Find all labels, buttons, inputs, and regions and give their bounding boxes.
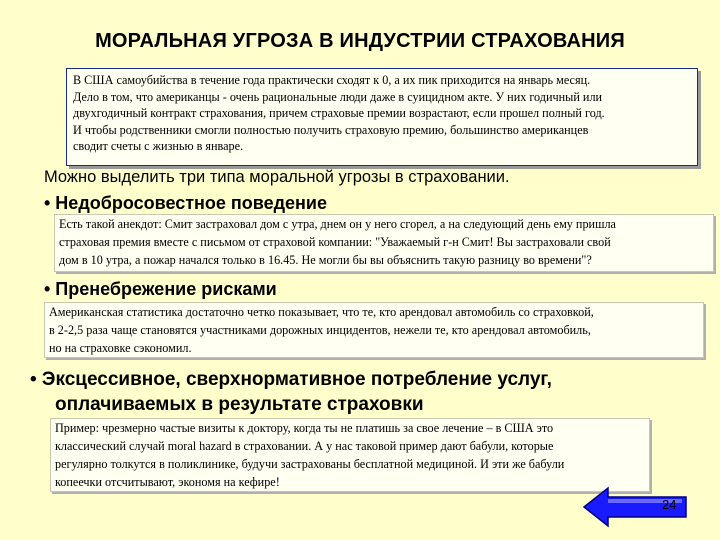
bullet-dishonest-behavior: • Недобросовестное поведение	[44, 193, 328, 213]
box-line: И чтобы родственники смогли полностью получить страховую премию, большинство американцев	[73, 122, 589, 137]
usa-suicide-example-box	[66, 68, 698, 166]
page-number: 24	[662, 497, 677, 512]
text-line: но на страховке сэкономил.	[49, 341, 192, 355]
risk-neglect-text	[44, 302, 704, 358]
slide-title: МОРАЛЬНАЯ УГРОЗА В ИНДУСТРИИ СТРАХОВАНИЯ	[95, 30, 625, 52]
text-line: копеечки отсчитывают, экономя на кефире!	[55, 475, 280, 489]
text-line: страховая премия вместе с письмом от страховой компании: "Уважаемый г-н Смит! Вы застраховали свой	[59, 235, 611, 249]
text-line: классический случай moral hazard в страховании. А у нас таковой пример дают бабули, которые	[55, 439, 554, 453]
text-line: Есть такой анекдот: Смит застраховал дом с утра, днем он у него сгорел, а на следующий день ему пришла	[59, 217, 616, 231]
intro-text: Можно выделить три типа моральной угрозы в страховании.	[44, 168, 510, 186]
box-line: сводит счеты с жизнью в январе.	[73, 139, 244, 154]
bullet-risk-neglect: • Пренебрежение рисками	[44, 279, 277, 299]
text-line: Пример: чрезмерно частые визиты к доктору, когда ты не платишь за свое лечение – в США это	[55, 421, 554, 435]
text-line: дом в 10 утра, а пожар начался только в 16.45. Не могли бы вы объяснить такую разницу во времени"?	[59, 253, 592, 267]
box-line: Дело в том, что американцы - очень рациональные люди даже в суицидном акте. У них годичный или	[73, 89, 603, 104]
bullet-line: оплачиваемых в результате страховки	[55, 394, 424, 415]
text-line: регулярно толкутся в поликлинике, будучи застрахованы бесплатной медициной. И эти же бабули	[55, 457, 565, 471]
box-line: двухгодичный контракт страхования, причем страховые премии возрастают, если прошел полный год.	[73, 106, 605, 121]
text-line: Американская статистика достаточно четко показывает, что те, кто арендовал автомобиль со страховкой,	[49, 305, 594, 319]
text-line: в 2-2,5 раза чаще становятся участниками дорожных инцидентов, нежели те, кто арендовал автомобиль,	[49, 323, 591, 337]
dishonest-behavior-text	[54, 214, 714, 272]
box-line: В США самоубийства в течение года практически сходят к 0, а их пик приходится на январь месяц.	[73, 73, 591, 87]
bullet-excessive-consumption	[30, 367, 552, 417]
excessive-consumption-text	[50, 418, 650, 492]
bullet-line: • Эксцессивное, сверхнормативное потребление услуг,	[30, 369, 552, 390]
